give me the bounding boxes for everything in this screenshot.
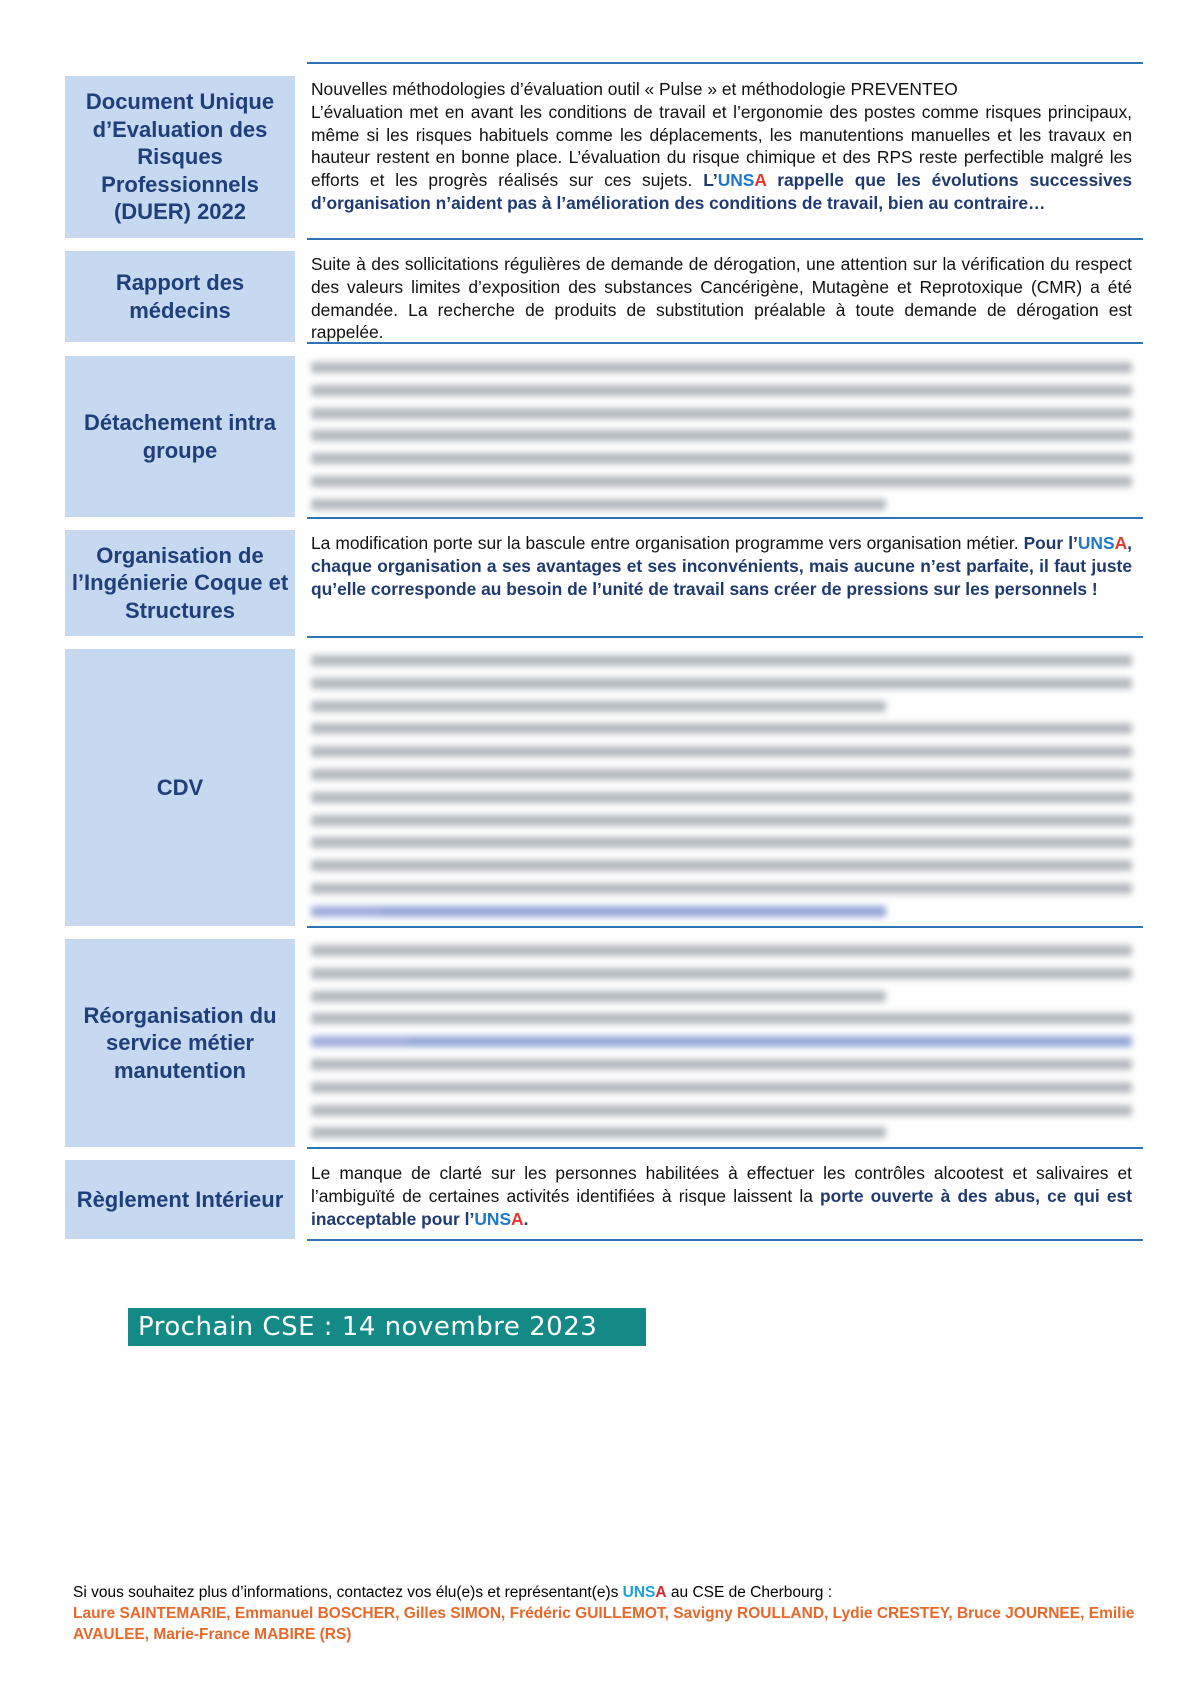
- redacted-line: [311, 968, 1132, 979]
- row-rule: [307, 1147, 1143, 1149]
- top-rule: [307, 62, 1143, 64]
- emphasis-text: rappelle que les évolutions successives d’organisation n’aident pas à l’amélioration des conditions de travail, bien au contraire…: [311, 170, 1132, 213]
- redacted-line: [311, 837, 1132, 848]
- unsa-logo-text: UNS: [1077, 533, 1115, 553]
- redacted-line: [311, 1127, 886, 1138]
- redacted-line: [311, 385, 1132, 396]
- unsa-logo-text: A: [754, 170, 767, 191]
- topic-label: Organisation de l’Ingénierie Coque et Structures: [65, 530, 295, 636]
- paragraph: [311, 101, 1132, 215]
- topic-row: [65, 1160, 1143, 1239]
- topic-content: [311, 1160, 1132, 1239]
- row-rule: [307, 1239, 1143, 1241]
- topic-content: [311, 356, 1132, 517]
- redacted-line: [311, 769, 1132, 780]
- redacted-line: [311, 883, 1132, 894]
- redacted-line: [311, 906, 886, 917]
- topic-row: [65, 251, 1143, 342]
- paragraph: [311, 253, 1132, 344]
- redacted-line: [311, 815, 1132, 826]
- topic-row: [65, 939, 1143, 1147]
- next-cse-banner: Prochain CSE : 14 novembre 2023: [128, 1308, 646, 1346]
- redacted-line: [311, 860, 1132, 871]
- redacted-line: [311, 655, 1132, 666]
- unsa-logo-text: UNS: [717, 170, 755, 191]
- topic-row: [65, 76, 1143, 238]
- redacted-line: [311, 678, 1132, 689]
- emphasis-text: L’: [703, 170, 718, 191]
- topic-label: Règlement Intérieur: [65, 1160, 295, 1239]
- unsa-logo-text: UNS: [622, 1584, 656, 1601]
- redacted-line: [311, 746, 1132, 757]
- unsa-logo-text: UNS: [474, 1208, 512, 1229]
- paragraph: [311, 532, 1132, 600]
- topic-row: [65, 530, 1143, 636]
- emphasis-text: porte ouverte à des abus, ce qui est inacceptable pour l’: [311, 1185, 1132, 1229]
- topic-label: Document Unique d’Evaluation des Risques Professionnels (DUER) 2022: [65, 76, 295, 238]
- topic-row: [65, 649, 1143, 926]
- redacted-line: [311, 1082, 1132, 1093]
- topic-label: Réorganisation du service métier manutention: [65, 939, 295, 1147]
- redacted-line: [311, 408, 1132, 419]
- body-text: La modification porte sur la bascule entre organisation programme vers organisation métier.: [311, 533, 1024, 553]
- paragraph: [311, 78, 1132, 101]
- redacted-line: [311, 1105, 1132, 1116]
- topic-content: [311, 251, 1132, 342]
- redacted-line: [311, 1036, 1132, 1047]
- body-text: Le manque de clarté sur les personnes habilitées à effectuer les contrôles alcootest et salivaires et l’ambiguïté de certaines activités identifiées à risque laissent la: [311, 1163, 1132, 1206]
- row-rule: [307, 636, 1143, 638]
- row-rule: [307, 342, 1143, 344]
- topic-label: Rapport des médecins: [65, 251, 295, 342]
- emphasis-text: .: [523, 1208, 529, 1229]
- body-text: L’évaluation met en avant les conditions de travail et l’ergonomie des postes comme risques principaux, même si les risques habituels comme les déplacements, les manutentions manuelles et les travaux en hauteur restent en bonne place. L’évaluation du risque chimique et des RPS reste perfectible malgré les efforts et les progrès réalisés sur ces sujets.: [311, 101, 1132, 191]
- body-text: Suite à des sollicitations régulières de demande de dérogation, une attention sur la vérification du respect des valeurs limites d’exposition des substances Cancérigène, Mutagène et Reprotoxique (CMR) a été demandée. La recherche de produits de substitution préalable à toute demande de dérogation est rappelée.: [311, 254, 1132, 343]
- redacted-line: [311, 453, 1132, 464]
- redacted-line: [311, 1013, 1132, 1024]
- row-rule: [307, 238, 1143, 240]
- representatives-names: Laure SAINTEMARIE, Emmanuel BOSCHER, Gilles SIMON, Frédéric GUILLEMOT, Savigny ROULLAND, Lydie CRESTEY, Bruce JOURNEE, Emilie AVAULEE, Marie-France MABIRE (RS): [73, 1605, 1135, 1643]
- redacted-line: [311, 945, 1132, 956]
- topic-content: [311, 76, 1132, 238]
- footer-intro: Si vous souhaitez plus d’informations, contactez vos élu(e)s et représentant(e)s UNSA au CSE de Cherbourg :: [73, 1584, 833, 1601]
- topic-content: [311, 530, 1132, 636]
- redacted-line: [311, 1059, 1132, 1070]
- row-rule: [307, 517, 1143, 519]
- redacted-line: [311, 362, 1132, 373]
- redacted-line: [311, 723, 1132, 734]
- topic-label: Détachement intra groupe: [65, 356, 295, 517]
- paragraph: [311, 1162, 1132, 1230]
- topic-content: [311, 649, 1132, 926]
- emphasis-text: Pour l’: [1023, 533, 1078, 553]
- topic-label: CDV: [65, 649, 295, 926]
- row-rule: [307, 926, 1143, 928]
- topic-row: [65, 356, 1143, 517]
- unsa-logo-text: A: [511, 1208, 524, 1229]
- emphasis-text: , chaque organisation a ses avantages et ses inconvénients, mais aucune n’est parfaite, il faut juste qu’elle corresponde au besoin de l’unité de travail sans créer de pressions sur les personnels !: [311, 533, 1132, 599]
- footer-contact: [73, 1582, 1153, 1645]
- redacted-line: [311, 499, 886, 510]
- topic-content: [311, 939, 1132, 1147]
- redacted-line: [311, 991, 886, 1002]
- unsa-logo-text: A: [655, 1584, 667, 1601]
- redacted-line: [311, 430, 1132, 441]
- body-text: Nouvelles méthodologies d’évaluation outil « Pulse » et méthodologie PREVENTEO: [311, 79, 958, 99]
- redacted-line: [311, 701, 886, 712]
- unsa-logo-text: A: [1114, 533, 1128, 553]
- redacted-line: [311, 476, 1132, 487]
- redacted-line: [311, 792, 1132, 803]
